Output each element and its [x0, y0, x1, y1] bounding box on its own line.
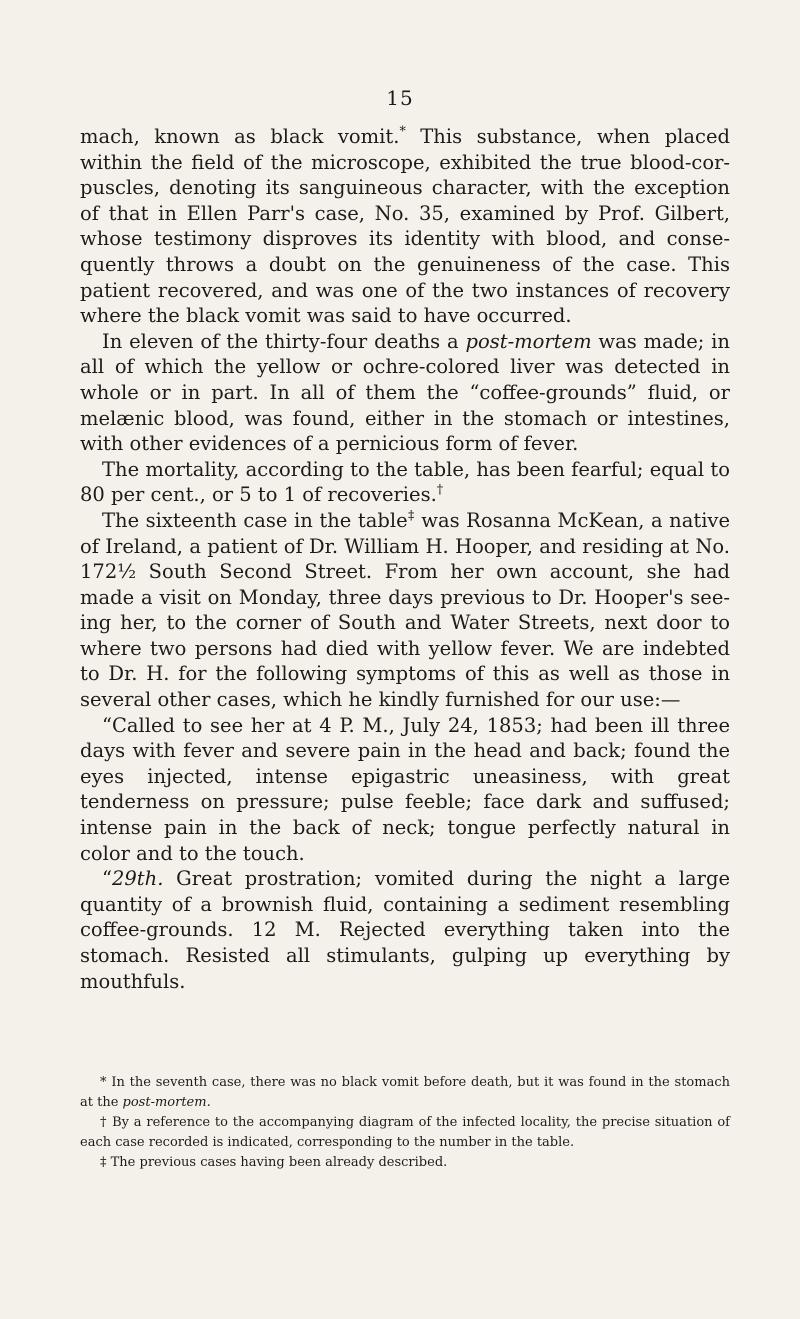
- footnote-mark: ‡: [100, 1155, 107, 1170]
- footnote-text: By a reference to the accompanying diagram of the infected locality, the precise situation of each case recorded is indicated, corresponding to the number in the table.: [80, 1115, 730, 1150]
- paragraph-sixteenth-case: [80, 508, 730, 713]
- page-number: 15: [386, 86, 414, 110]
- paragraph-text: The sixteenth case in the table: [102, 508, 408, 532]
- footnote-mark: †: [100, 1115, 108, 1130]
- paragraph-mortality: [80, 457, 730, 508]
- paragraph-text: was made; in all of which the yellow or ochre-colored liver was detected in whole or in part. In all of them the “coffee-grounds” fluid, or melænic blood, was found, either in the stomach or intestines, with other evidences of a pernicious form of fever.: [80, 329, 730, 456]
- paragraph-post-mortem: [80, 329, 730, 457]
- footnote-double-dagger: [80, 1153, 730, 1173]
- paragraph-text: In eleven of the thirty-four deaths a: [102, 329, 466, 353]
- footnote-dagger: [80, 1113, 730, 1153]
- italic-term: post-mortem: [465, 329, 592, 353]
- footnote-ref-dagger: †: [436, 481, 444, 497]
- paragraph-text: “Called to see her at 4 P. M., July 24, 1853; had been ill three days with fever and severe pain in the head and back; found the eyes injected, intense epigastric uneasiness, with great tenderness on pressure; pulse feeble; face dark and suffused; intense pain in the back of neck; tongue perfectly natural in color and to the touch.: [80, 713, 730, 865]
- footnote-ref-double-dagger: ‡: [407, 507, 415, 523]
- paragraph-called-to-see: [80, 713, 730, 867]
- footnote-mark: *: [100, 1075, 107, 1090]
- paragraph-29th: [80, 866, 730, 994]
- footnote-star: [80, 1073, 730, 1113]
- footnote-text: The previous cases having been already described.: [106, 1155, 448, 1170]
- paragraph-text: Great prostration; vomited during the night a large quantity of a brownish fluid, containing a sediment resembling coffee-grounds. 12 M. Rejected everything taken into the stomach. Resisted all stimulants, gulping up everything by mouthfuls.: [80, 867, 730, 993]
- italic-date: 29th.: [111, 867, 164, 891]
- paragraph-black-vomit: [80, 124, 730, 329]
- footnote-text: In the seventh case, there was no black vomit before death, but it was found in the stomach at the: [80, 1075, 730, 1110]
- footnote-ref-star: *: [399, 123, 406, 139]
- paragraph-text: The mortality, according to the table, has been fearful; equal to 80 per cent., or 5 to 1 of recoveries.: [80, 457, 730, 507]
- paragraph-text: was Rosanna McKean, a native of Ireland, a patient of Dr. William H. Hooper, and residing at No. 172½ South Second Street. From her own account, she had made a visit on Monday, three days previous to Dr. Hooper's seeing her, to the corner of South and Water Streets, next door to where two persons had died with yellow fever. We are indebted to Dr. H. for the following symptoms of this as well as those in several other cases, which he kindly furnished for our use:—: [80, 508, 730, 712]
- italic-term: post-mortem.: [122, 1095, 211, 1110]
- paragraph-text: This substance, when placed within the field of the microscope, exhibited the true blood-corpuscles, denoting its sanguineous character, with the exception of that in Ellen Parr's case, No. 35, examined by Prof. Gilbert, whose testimony disproves its identity with blood, and consequently throws a doubt on the genuineness of the case. This patient recovered, and was one of the two instances of recovery where the black vomit was said to have occurred.: [80, 125, 730, 328]
- paragraph-text: mach, known as black vomit.: [80, 125, 400, 148]
- body-text: [80, 124, 730, 994]
- paragraph-text: “: [102, 867, 112, 891]
- footnotes: [80, 1073, 730, 1173]
